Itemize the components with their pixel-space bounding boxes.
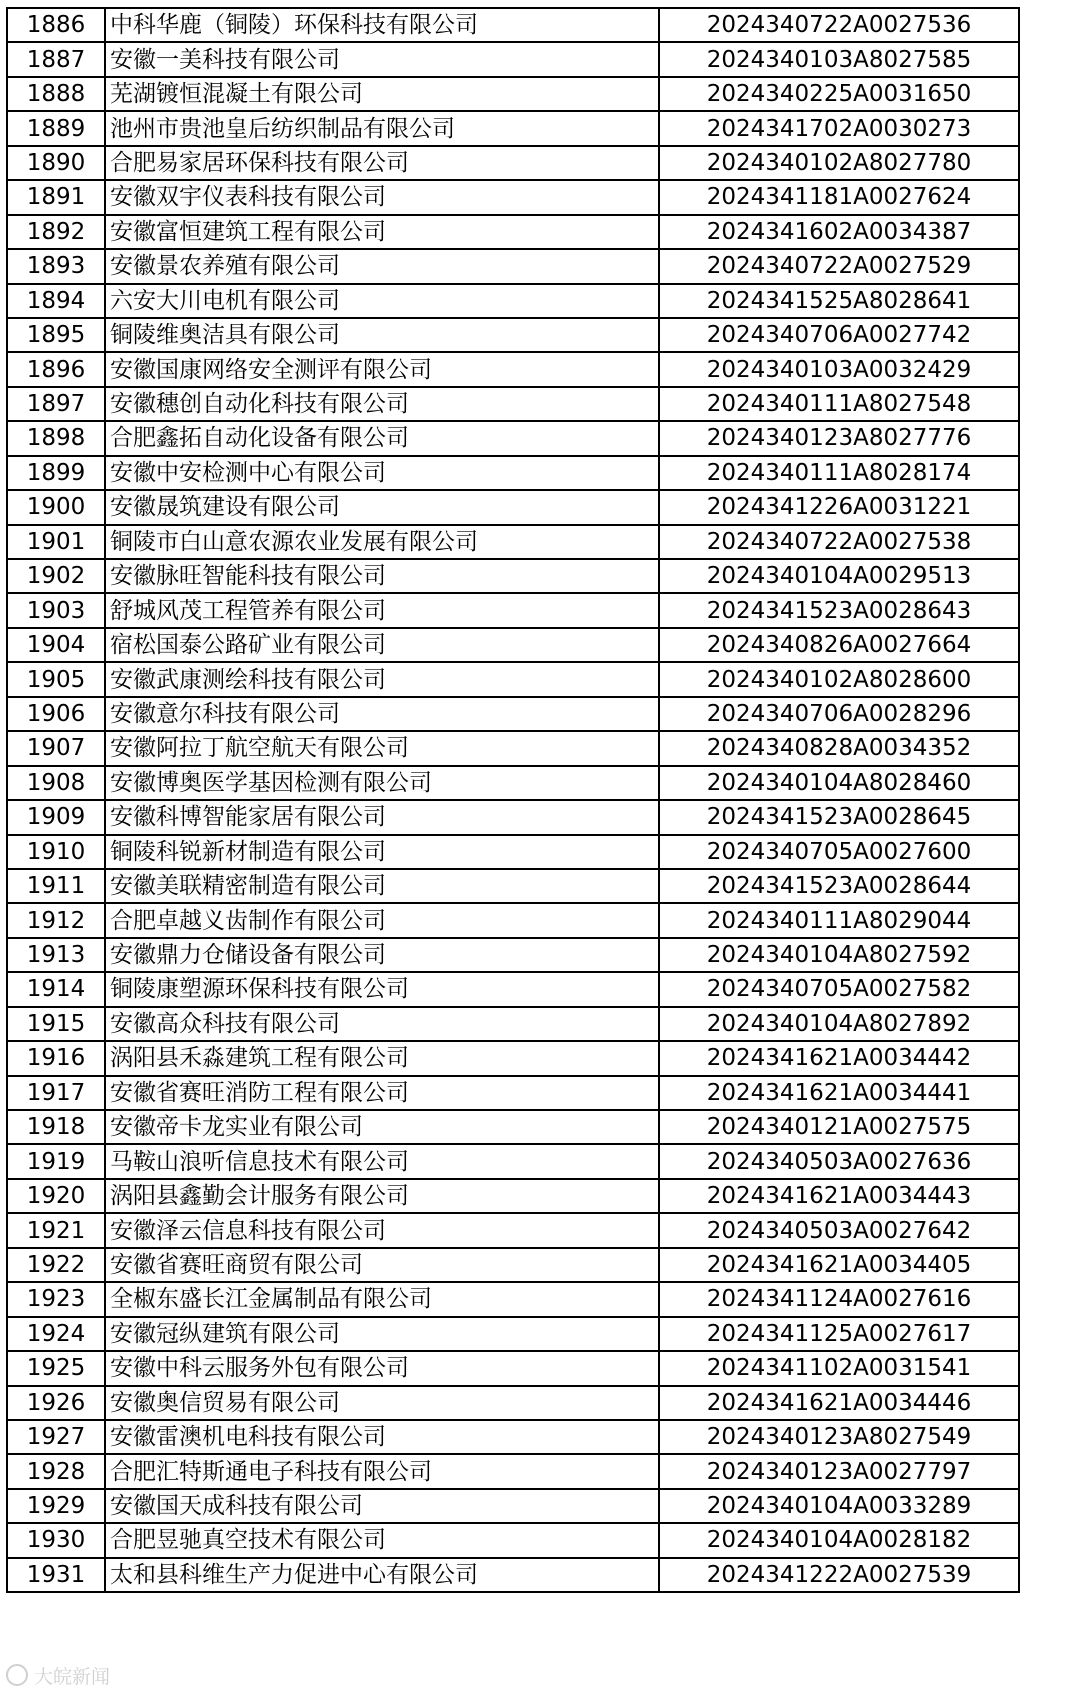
watermark (6, 1662, 110, 1688)
company-name-cell: 宿松国泰公路矿业有限公司 (105, 628, 659, 662)
table-row (7, 1386, 1019, 1420)
row-number-cell: 1893 (7, 249, 105, 283)
company-table-body (7, 8, 1019, 1592)
row-number-cell: 1889 (7, 111, 105, 145)
company-name-cell: 安徽泽云信息科技有限公司 (105, 1213, 659, 1247)
company-name-cell: 安徽科博智能家居有限公司 (105, 800, 659, 834)
table-row (7, 1076, 1019, 1110)
registration-code-cell: 2024341125A0027617 (659, 1317, 1019, 1351)
table-row (7, 559, 1019, 593)
company-name-cell: 安徽双宇仪表科技有限公司 (105, 180, 659, 214)
table-row (7, 8, 1019, 42)
registration-code-cell: 2024341602A0034387 (659, 215, 1019, 249)
row-number-cell: 1923 (7, 1282, 105, 1316)
table-row (7, 1558, 1019, 1592)
table-row (7, 1317, 1019, 1351)
row-number-cell: 1896 (7, 352, 105, 386)
registration-code-cell: 2024340503A0027636 (659, 1144, 1019, 1178)
company-name-cell: 池州市贵池皇后纺织制品有限公司 (105, 111, 659, 145)
table-row (7, 1523, 1019, 1557)
registration-code-cell: 2024340121A0027575 (659, 1110, 1019, 1144)
table-row (7, 1007, 1019, 1041)
company-name-cell: 太和县科维生产力促进中心有限公司 (105, 1558, 659, 1592)
table-row (7, 525, 1019, 559)
registration-code-cell: 2024340104A0028182 (659, 1523, 1019, 1557)
registration-code-cell: 2024340104A8027592 (659, 938, 1019, 972)
row-number-cell: 1891 (7, 180, 105, 214)
company-name-cell: 安徽省赛旺消防工程有限公司 (105, 1076, 659, 1110)
registration-code-cell: 2024340103A0032429 (659, 352, 1019, 386)
company-name-cell: 安徽阿拉丁航空航天有限公司 (105, 731, 659, 765)
registration-code-cell: 2024340503A0027642 (659, 1213, 1019, 1247)
row-number-cell: 1910 (7, 835, 105, 869)
table-row (7, 215, 1019, 249)
company-name-cell: 安徽国康网络安全测评有限公司 (105, 352, 659, 386)
table-row (7, 697, 1019, 731)
row-number-cell: 1897 (7, 387, 105, 421)
row-number-cell: 1902 (7, 559, 105, 593)
company-list-sheet (6, 7, 1020, 1593)
table-row (7, 662, 1019, 696)
row-number-cell: 1922 (7, 1248, 105, 1282)
registration-code-cell: 2024341621A0034405 (659, 1248, 1019, 1282)
registration-code-cell: 2024340104A8027892 (659, 1007, 1019, 1041)
row-number-cell: 1903 (7, 593, 105, 627)
table-row (7, 1041, 1019, 1075)
company-name-cell: 安徽晟筑建设有限公司 (105, 490, 659, 524)
row-number-cell: 1930 (7, 1523, 105, 1557)
row-number-cell: 1901 (7, 525, 105, 559)
row-number-cell: 1920 (7, 1179, 105, 1213)
company-name-cell: 铜陵市白山意农源农业发展有限公司 (105, 525, 659, 559)
row-number-cell: 1898 (7, 421, 105, 455)
table-row (7, 1110, 1019, 1144)
table-row (7, 111, 1019, 145)
table-row (7, 1351, 1019, 1385)
table-row (7, 1144, 1019, 1178)
company-name-cell: 安徽博奥医学基因检测有限公司 (105, 766, 659, 800)
registration-code-cell: 2024341621A0034446 (659, 1386, 1019, 1420)
registration-code-cell: 2024340104A0033289 (659, 1489, 1019, 1523)
table-row (7, 1282, 1019, 1316)
company-name-cell: 铜陵康塑源环保科技有限公司 (105, 972, 659, 1006)
table-row (7, 869, 1019, 903)
row-number-cell: 1926 (7, 1386, 105, 1420)
company-name-cell: 中科华鹿（铜陵）环保科技有限公司 (105, 8, 659, 42)
registration-code-cell: 2024341523A0028645 (659, 800, 1019, 834)
company-name-cell: 马鞍山浪听信息技术有限公司 (105, 1144, 659, 1178)
company-name-cell: 合肥卓越义齿制作有限公司 (105, 903, 659, 937)
company-name-cell: 安徽意尔科技有限公司 (105, 697, 659, 731)
table-row (7, 800, 1019, 834)
company-name-cell: 安徽雷澳机电科技有限公司 (105, 1420, 659, 1454)
table-row (7, 180, 1019, 214)
registration-code-cell: 2024340706A0028296 (659, 697, 1019, 731)
company-name-cell: 安徽武康测绘科技有限公司 (105, 662, 659, 696)
registration-code-cell: 2024341226A0031221 (659, 490, 1019, 524)
registration-code-cell: 2024341124A0027616 (659, 1282, 1019, 1316)
table-row (7, 835, 1019, 869)
row-number-cell: 1911 (7, 869, 105, 903)
row-number-cell: 1915 (7, 1007, 105, 1041)
row-number-cell: 1890 (7, 146, 105, 180)
registration-code-cell: 2024340722A0027538 (659, 525, 1019, 559)
table-row (7, 42, 1019, 76)
registration-code-cell: 2024340104A8028460 (659, 766, 1019, 800)
registration-code-cell: 2024341621A0034441 (659, 1076, 1019, 1110)
row-number-cell: 1887 (7, 42, 105, 76)
company-name-cell: 合肥汇特斯通电子科技有限公司 (105, 1454, 659, 1488)
company-name-cell: 舒城风茂工程管养有限公司 (105, 593, 659, 627)
row-number-cell: 1895 (7, 318, 105, 352)
row-number-cell: 1928 (7, 1454, 105, 1488)
registration-code-cell: 2024341523A0028643 (659, 593, 1019, 627)
table-row (7, 731, 1019, 765)
row-number-cell: 1931 (7, 1558, 105, 1592)
registration-code-cell: 2024340123A0027797 (659, 1454, 1019, 1488)
row-number-cell: 1906 (7, 697, 105, 731)
row-number-cell: 1929 (7, 1489, 105, 1523)
registration-code-cell: 2024340111A8029044 (659, 903, 1019, 937)
company-name-cell: 安徽鼎力仓储设备有限公司 (105, 938, 659, 972)
registration-code-cell: 2024340102A8027780 (659, 146, 1019, 180)
company-name-cell: 安徽帝卡龙实业有限公司 (105, 1110, 659, 1144)
logo-circle-icon (6, 1664, 28, 1686)
row-number-cell: 1914 (7, 972, 105, 1006)
registration-code-cell: 2024340722A0027529 (659, 249, 1019, 283)
company-name-cell: 安徽中安检测中心有限公司 (105, 456, 659, 490)
company-name-cell: 铜陵科锐新材制造有限公司 (105, 835, 659, 869)
row-number-cell: 1904 (7, 628, 105, 662)
table-row (7, 766, 1019, 800)
company-name-cell: 安徽穗创自动化科技有限公司 (105, 387, 659, 421)
table-row (7, 318, 1019, 352)
registration-code-cell: 2024340705A0027582 (659, 972, 1019, 1006)
table-row (7, 1454, 1019, 1488)
table-row (7, 593, 1019, 627)
row-number-cell: 1900 (7, 490, 105, 524)
registration-code-cell: 2024340722A0027536 (659, 8, 1019, 42)
company-name-cell: 涡阳县禾淼建筑工程有限公司 (105, 1041, 659, 1075)
registration-code-cell: 2024340123A8027549 (659, 1420, 1019, 1454)
table-row (7, 249, 1019, 283)
table-row (7, 77, 1019, 111)
company-name-cell: 安徽高众科技有限公司 (105, 1007, 659, 1041)
table-row (7, 284, 1019, 318)
company-name-cell: 涡阳县鑫勤会计服务有限公司 (105, 1179, 659, 1213)
company-name-cell: 全椒东盛长江金属制品有限公司 (105, 1282, 659, 1316)
table-row (7, 352, 1019, 386)
table-row (7, 628, 1019, 662)
registration-code-cell: 2024341222A0027539 (659, 1558, 1019, 1592)
registration-code-cell: 2024341525A8028641 (659, 284, 1019, 318)
row-number-cell: 1917 (7, 1076, 105, 1110)
company-name-cell: 合肥鑫拓自动化设备有限公司 (105, 421, 659, 455)
table-row (7, 972, 1019, 1006)
registration-code-cell: 2024340123A8027776 (659, 421, 1019, 455)
registration-code-cell: 2024340103A8027585 (659, 42, 1019, 76)
row-number-cell: 1925 (7, 1351, 105, 1385)
row-number-cell: 1909 (7, 800, 105, 834)
company-table (6, 7, 1020, 1593)
company-name-cell: 安徽一美科技有限公司 (105, 42, 659, 76)
registration-code-cell: 2024341621A0034442 (659, 1041, 1019, 1075)
company-name-cell: 六安大川电机有限公司 (105, 284, 659, 318)
table-row (7, 421, 1019, 455)
company-name-cell: 合肥昱驰真空技术有限公司 (105, 1523, 659, 1557)
registration-code-cell: 2024341181A0027624 (659, 180, 1019, 214)
registration-code-cell: 2024340706A0027742 (659, 318, 1019, 352)
table-row (7, 1213, 1019, 1247)
row-number-cell: 1916 (7, 1041, 105, 1075)
row-number-cell: 1899 (7, 456, 105, 490)
company-name-cell: 安徽省赛旺商贸有限公司 (105, 1248, 659, 1282)
company-name-cell: 芜湖镀恒混凝土有限公司 (105, 77, 659, 111)
company-name-cell: 安徽中科云服务外包有限公司 (105, 1351, 659, 1385)
row-number-cell: 1919 (7, 1144, 105, 1178)
company-name-cell: 安徽国天成科技有限公司 (105, 1489, 659, 1523)
company-name-cell: 安徽奥信贸易有限公司 (105, 1386, 659, 1420)
row-number-cell: 1892 (7, 215, 105, 249)
row-number-cell: 1894 (7, 284, 105, 318)
registration-code-cell: 2024341702A0030273 (659, 111, 1019, 145)
registration-code-cell: 2024340705A0027600 (659, 835, 1019, 869)
registration-code-cell: 2024340111A8028174 (659, 456, 1019, 490)
table-row (7, 1248, 1019, 1282)
registration-code-cell: 2024340826A0027664 (659, 628, 1019, 662)
company-name-cell: 安徽景农养殖有限公司 (105, 249, 659, 283)
row-number-cell: 1921 (7, 1213, 105, 1247)
registration-code-cell: 2024341523A0028644 (659, 869, 1019, 903)
row-number-cell: 1912 (7, 903, 105, 937)
watermark-text: 大皖新闻 (34, 1665, 111, 1688)
registration-code-cell: 2024340104A0029513 (659, 559, 1019, 593)
company-name-cell: 合肥易家居环保科技有限公司 (105, 146, 659, 180)
company-name-cell: 安徽美联精密制造有限公司 (105, 869, 659, 903)
registration-code-cell: 2024341102A0031541 (659, 1351, 1019, 1385)
registration-code-cell: 2024341621A0034443 (659, 1179, 1019, 1213)
table-row (7, 490, 1019, 524)
table-row (7, 903, 1019, 937)
row-number-cell: 1908 (7, 766, 105, 800)
table-row (7, 387, 1019, 421)
table-row (7, 1420, 1019, 1454)
row-number-cell: 1905 (7, 662, 105, 696)
row-number-cell: 1918 (7, 1110, 105, 1144)
row-number-cell: 1888 (7, 77, 105, 111)
company-name-cell: 安徽富恒建筑工程有限公司 (105, 215, 659, 249)
row-number-cell: 1907 (7, 731, 105, 765)
registration-code-cell: 2024340828A0034352 (659, 731, 1019, 765)
table-row (7, 1179, 1019, 1213)
table-row (7, 146, 1019, 180)
registration-code-cell: 2024340111A8027548 (659, 387, 1019, 421)
company-name-cell: 安徽冠纵建筑有限公司 (105, 1317, 659, 1351)
row-number-cell: 1924 (7, 1317, 105, 1351)
registration-code-cell: 2024340225A0031650 (659, 77, 1019, 111)
row-number-cell: 1913 (7, 938, 105, 972)
company-name-cell: 安徽脉旺智能科技有限公司 (105, 559, 659, 593)
table-row (7, 456, 1019, 490)
company-name-cell: 铜陵维奥洁具有限公司 (105, 318, 659, 352)
row-number-cell: 1927 (7, 1420, 105, 1454)
registration-code-cell: 2024340102A8028600 (659, 662, 1019, 696)
row-number-cell: 1886 (7, 8, 105, 42)
table-row (7, 1489, 1019, 1523)
table-row (7, 938, 1019, 972)
